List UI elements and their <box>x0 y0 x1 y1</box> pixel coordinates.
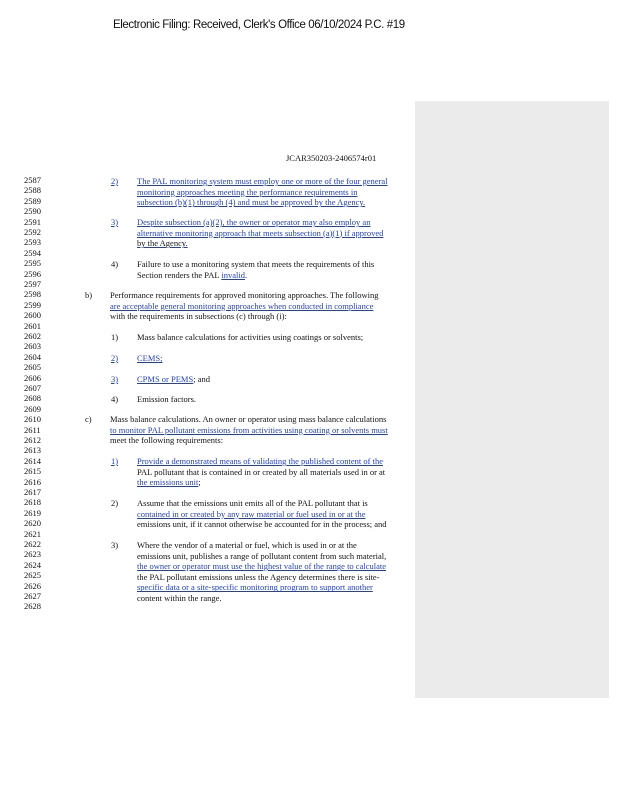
text-line <box>137 477 385 488</box>
text-line: meet the following requirements: <box>110 435 224 446</box>
item-marker: 3) <box>111 540 119 550</box>
line-number: 2616 <box>24 476 41 487</box>
list-item: CEMS; <box>137 353 163 363</box>
paragraph <box>137 176 388 208</box>
text-line: monitoring approaches meeting the performance requirements in <box>137 186 358 197</box>
item-marker: 2) <box>111 498 119 508</box>
text-line: emissions unit, if it cannot otherwise be accounted for in the process; and <box>137 519 387 530</box>
line-number: 2588 <box>24 185 41 196</box>
section-marker: c) <box>85 414 92 424</box>
list-item <box>137 374 210 385</box>
line-number: 2607 <box>24 383 41 393</box>
line-number: 2618 <box>24 497 41 508</box>
item-marker: 1) <box>111 332 119 342</box>
text-line: Performance requirements for approved monitoring approaches. The following <box>110 290 379 300</box>
filing-stamp: Electronic Filing: Received, Clerk's Office 06/10/2024 P.C. #19 <box>113 19 405 31</box>
line-number: 2615 <box>24 466 41 477</box>
line-number: 2590 <box>24 206 41 217</box>
text-line: content within the range. <box>137 592 222 603</box>
text-run: . <box>244 269 248 280</box>
line-number: 2612 <box>24 435 41 445</box>
item-marker: 3) <box>111 374 119 384</box>
text-line: Despite subsection (a)(2), the owner or operator may also employ an <box>137 217 371 227</box>
comment-margin-panel <box>415 101 609 698</box>
line-number: 2608 <box>24 393 41 404</box>
line-number: 2589 <box>24 195 41 206</box>
paragraph <box>137 498 387 530</box>
line-number: 2599 <box>24 299 41 310</box>
line-number: 2628 <box>24 601 41 612</box>
item-marker: 3) <box>111 217 119 227</box>
text-line: The PAL monitoring system must employ one or more of the four general <box>137 176 388 186</box>
item-marker: 2) <box>111 176 119 186</box>
text-line: Failure to use a monitoring system that meets the requirements of this <box>137 259 375 269</box>
text-line: Where the vendor of a material or fuel, which is used in or at the <box>137 540 357 550</box>
line-number: 2596 <box>24 268 41 279</box>
text-line: to monitor PAL pollutant emissions from activities using coating or solvents must <box>110 424 388 435</box>
text-line: Provide a demonstrated means of validating the published content of the <box>137 456 383 466</box>
paragraph <box>110 290 378 322</box>
line-number: 2606 <box>24 372 41 383</box>
line-number: 2595 <box>24 258 41 269</box>
text-line: by the Agency. <box>137 238 188 249</box>
text-line: with the requirements in subsections (c) through (i): <box>110 311 287 322</box>
line-number: 2627 <box>24 591 41 601</box>
paragraph <box>137 259 374 280</box>
line-number: 2605 <box>24 362 41 373</box>
line-number: 2624 <box>24 559 41 570</box>
paragraph <box>137 456 385 488</box>
paragraph <box>137 540 386 604</box>
text-line: subsection (b)(1) through (4) and must be approved by the Agency. <box>137 197 366 208</box>
line-number: 2614 <box>24 455 41 466</box>
line-number: 2609 <box>24 403 41 414</box>
line-number: 2619 <box>24 507 41 518</box>
line-number: 2617 <box>24 487 41 497</box>
item-marker: 1) <box>111 456 119 466</box>
list-item: Emission factors. <box>137 394 197 404</box>
line-number: 2600 <box>24 310 41 321</box>
line-number: 2592 <box>24 227 41 237</box>
line-number: 2610 <box>24 414 41 425</box>
text-line: alternative monitoring approach that meets subsection (a)(1) if approved <box>137 227 384 238</box>
text-line: PAL pollutant that is contained in or created by all materials used in or at <box>137 466 386 477</box>
line-number: 2625 <box>24 570 41 581</box>
text-line: the PAL pollutant emissions unless the Agency determines there is site- <box>137 571 380 582</box>
line-number: 2623 <box>24 549 41 560</box>
item-marker: 4) <box>111 259 119 269</box>
line-number: 2622 <box>24 539 41 549</box>
paragraph <box>137 217 383 249</box>
text-line: are acceptable general monitoring approaches when conducted in compliance <box>110 300 374 311</box>
inserted-text: the emissions unit <box>137 477 199 488</box>
text-run: Section renders the PAL <box>137 269 222 280</box>
line-number: 2626 <box>24 580 41 591</box>
line-number: 2613 <box>24 445 41 456</box>
paragraph <box>110 414 388 446</box>
line-number: 2603 <box>24 341 41 352</box>
list-item: Mass balance calculations for activities using coatings or solvents; <box>137 332 364 342</box>
text-line: emissions unit, publishes a range of pollutant content from such material, <box>137 550 387 561</box>
inserted-text: CPMS or PEMS <box>137 374 194 384</box>
item-marker: 4) <box>111 394 119 404</box>
text-line: Assume that the emissions unit emits all of the PAL pollutant that is <box>137 498 368 508</box>
line-number: 2598 <box>24 289 41 300</box>
section-marker: b) <box>85 290 93 300</box>
document-id: JCAR350203-2406574r01 <box>286 153 377 163</box>
line-number: 2611 <box>24 424 41 435</box>
text-line: specific data or a site-specific monitoring program to support another <box>137 582 373 593</box>
inserted-text: invalid <box>221 269 245 280</box>
line-number: 2601 <box>24 320 41 331</box>
text-line: the owner or operator must use the highest value of the range to calculate <box>137 561 387 572</box>
text-line: Mass balance calculations. An owner or operator using mass balance calculations <box>110 414 387 424</box>
text-line: contained in or created by any raw material or fuel used in or at the <box>137 508 366 519</box>
item-marker: 2) <box>111 353 119 363</box>
line-number: 2597 <box>24 279 41 289</box>
text-line <box>137 270 374 281</box>
line-number: 2591 <box>24 216 41 227</box>
line-number: 2621 <box>24 528 41 539</box>
line-number: 2620 <box>24 518 41 529</box>
text-run: ; <box>198 477 201 488</box>
line-number: 2587 <box>24 175 41 185</box>
line-number: 2593 <box>24 237 41 248</box>
line-number: 2602 <box>24 331 41 341</box>
text-run: ; and <box>193 374 210 384</box>
line-number: 2594 <box>24 247 41 258</box>
line-number: 2604 <box>24 351 41 362</box>
